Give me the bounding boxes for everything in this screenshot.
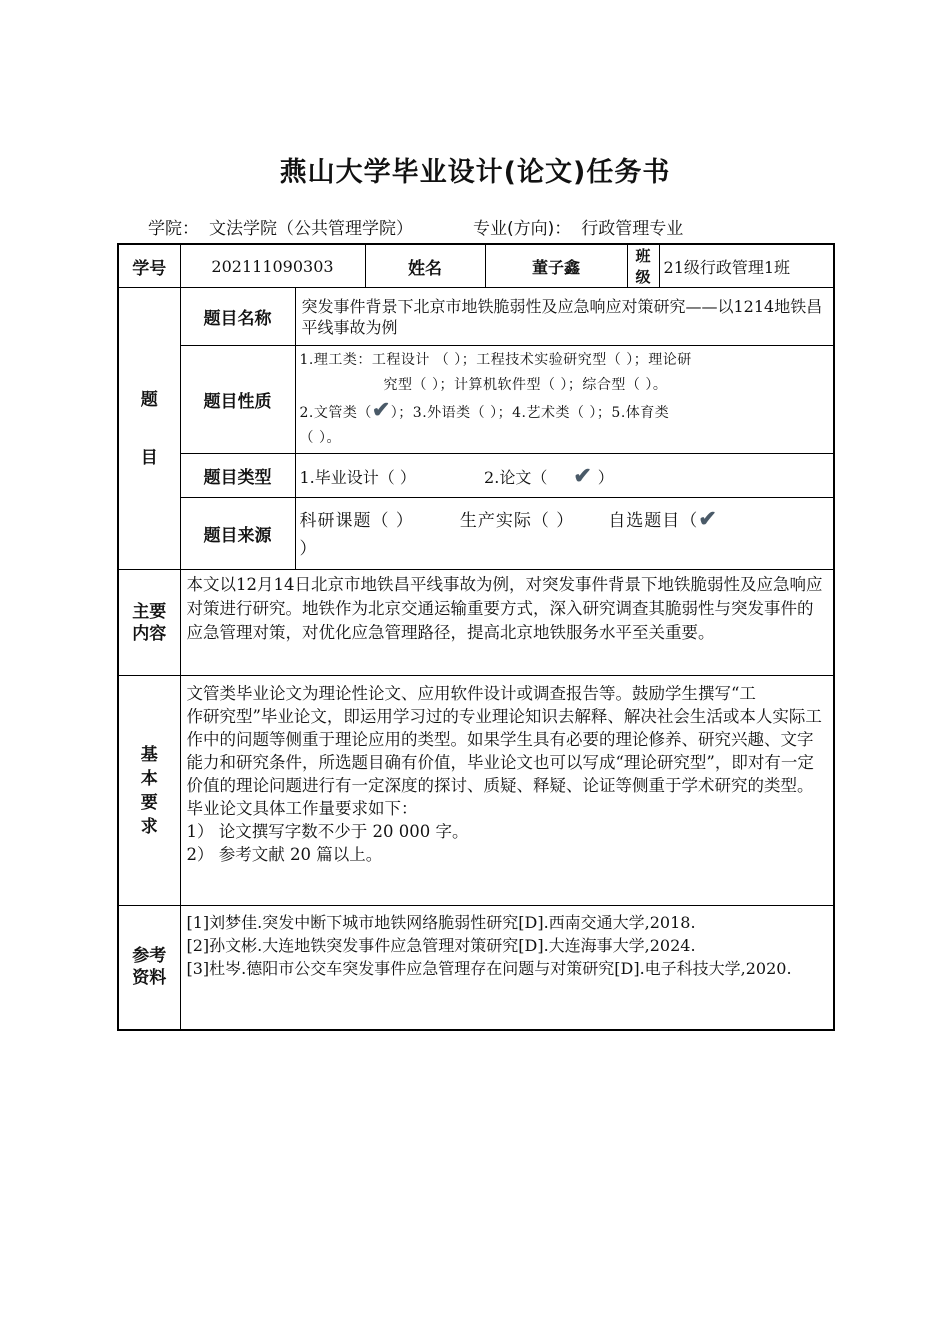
type-option-thesis-close: ） [597, 467, 614, 487]
checkmark-icon: ✔ [371, 397, 391, 423]
main-content-label [118, 570, 180, 676]
reference-item: [2]孙文彬.大连地铁突发事件应急管理对策研究[D].大连海事大学,2024. [186, 936, 696, 955]
topic-source-row [118, 498, 834, 570]
req-label-4: 求 [140, 816, 158, 837]
topic-label-top: 题 [140, 389, 158, 410]
nature-line-3b: ）；3.外语类（ ）；4.艺术类（ ）；5.体育类 [390, 405, 670, 421]
references-row [118, 906, 834, 1030]
topic-source-label: 题目来源 [180, 498, 295, 570]
req-item-1: 1） 论文撰写字数不少于 20 000 字。 [186, 822, 469, 841]
checkmark-icon: ✔ [698, 505, 718, 532]
topic-name-row [118, 288, 834, 346]
student-id-value: 202111090303 [180, 244, 365, 288]
nature-line-4: （ ）。 [299, 430, 341, 446]
main-content-text: 本文以12月14日北京市地铁昌平线事故为例，对突发事件背景下地铁脆弱性及应急响应对策进行研究。地铁作为北京交通运输重要方式，深入研究调查其脆弱性与突发事件的应急管理对策，对优化应急管理路径，提高北京地铁服务水平至关重要。 [180, 570, 834, 676]
source-option-research: 科研课题（ ） [299, 510, 414, 531]
college-label: 学院： [148, 219, 199, 239]
topic-nature-value [295, 346, 834, 454]
page-title: 燕山大学毕业设计(论文)任务书 [279, 157, 671, 188]
references-label-2: 资料 [132, 968, 167, 989]
references-label [118, 906, 180, 1030]
main-content-label-1: 主要 [132, 601, 167, 622]
references-label-1: 参考 [132, 946, 167, 967]
req-label-2: 本 [140, 768, 158, 789]
main-content-label-2: 内容 [132, 623, 167, 644]
major-label: 专业(方向)： [473, 219, 572, 239]
source-option-close: ） [299, 538, 318, 559]
class-value: 21级行政管理1班 [659, 244, 834, 288]
student-id-label: 学号 [118, 244, 180, 288]
nature-line-1: 1.理工类：工程设计 （ ）；工程技术实验研究型（ ）；理论研 [299, 352, 692, 368]
topic-section-label [118, 288, 180, 570]
main-content-row [118, 570, 834, 676]
topic-name-label: 题目名称 [180, 288, 295, 346]
topic-name-value: 突发事件背景下北京市地铁脆弱性及应急响应对策研究——以1214地铁昌平线事故为例 [295, 288, 834, 346]
requirements-label [118, 676, 180, 906]
topic-type-value [295, 454, 834, 498]
req-line-1: 文管类毕业论文为理论性论文、应用软件设计或调查报告等。鼓励学生撰写“工 [186, 684, 756, 703]
requirements-row [118, 676, 834, 906]
source-option-self: 自选题目（ [608, 510, 699, 531]
requirements-text [180, 676, 834, 906]
topic-type-label: 题目类型 [180, 454, 295, 498]
topic-type-row [118, 454, 834, 498]
task-table [117, 243, 835, 1031]
nature-line-2: 究型（ ）；计算机软件型（ ）；综合型（ ）。 [383, 377, 668, 393]
class-label: 班 级 [627, 244, 659, 288]
reference-item: [1]刘梦佳.突发中断下城市地铁网络脆弱性研究[D].西南交通大学,2018. [186, 913, 696, 932]
nature-line-3 [300, 398, 830, 426]
type-option-design: 1.毕业设计（ ） [299, 467, 416, 487]
checkmark-icon: ✔ [573, 462, 592, 489]
source-option-production: 生产实际（ ） [459, 510, 575, 531]
name-value: 董子鑫 [485, 244, 627, 288]
major-value: 行政管理专业 [581, 219, 684, 239]
req-label-3: 要 [140, 792, 158, 813]
topic-source-value [295, 498, 834, 570]
topic-nature-row [118, 346, 834, 454]
meta-line [148, 214, 693, 239]
req-body: 作研究型”毕业论文，即运用学习过的专业理论知识去解释、解决社会生活或本人实际工作中的问题等侧重于理论应用的类型。如果学生具有必要的理论修养、研究兴趣、文字能力和研究条件，所选题目确有价值，毕业论文也可以写成“理论研究型”，即对有一定价值的理论问题进行有一定深度的探讨、质疑、释疑、论证等侧重于学术研究的类型。毕业论文具体工作量要求如下： [186, 707, 822, 818]
topic-nature-label: 题目性质 [180, 346, 295, 454]
name-label: 姓名 [365, 244, 485, 288]
reference-item: [3]杜岑.德阳市公交车突发事件应急管理存在问题与对策研究[D].电子科技大学,2020. [186, 959, 792, 978]
req-item-2: 2） 参考文献 20 篇以上。 [186, 845, 383, 864]
header-row [118, 244, 834, 288]
type-option-thesis: 2.论文（ [484, 467, 548, 487]
req-label-1: 基 [140, 744, 158, 765]
topic-label-bottom: 目 [140, 447, 158, 468]
references-list [180, 906, 834, 1030]
college-value: 文法学院（公共管理学院） [209, 219, 413, 239]
nature-line-3a: 2.文管类（ [299, 405, 372, 421]
